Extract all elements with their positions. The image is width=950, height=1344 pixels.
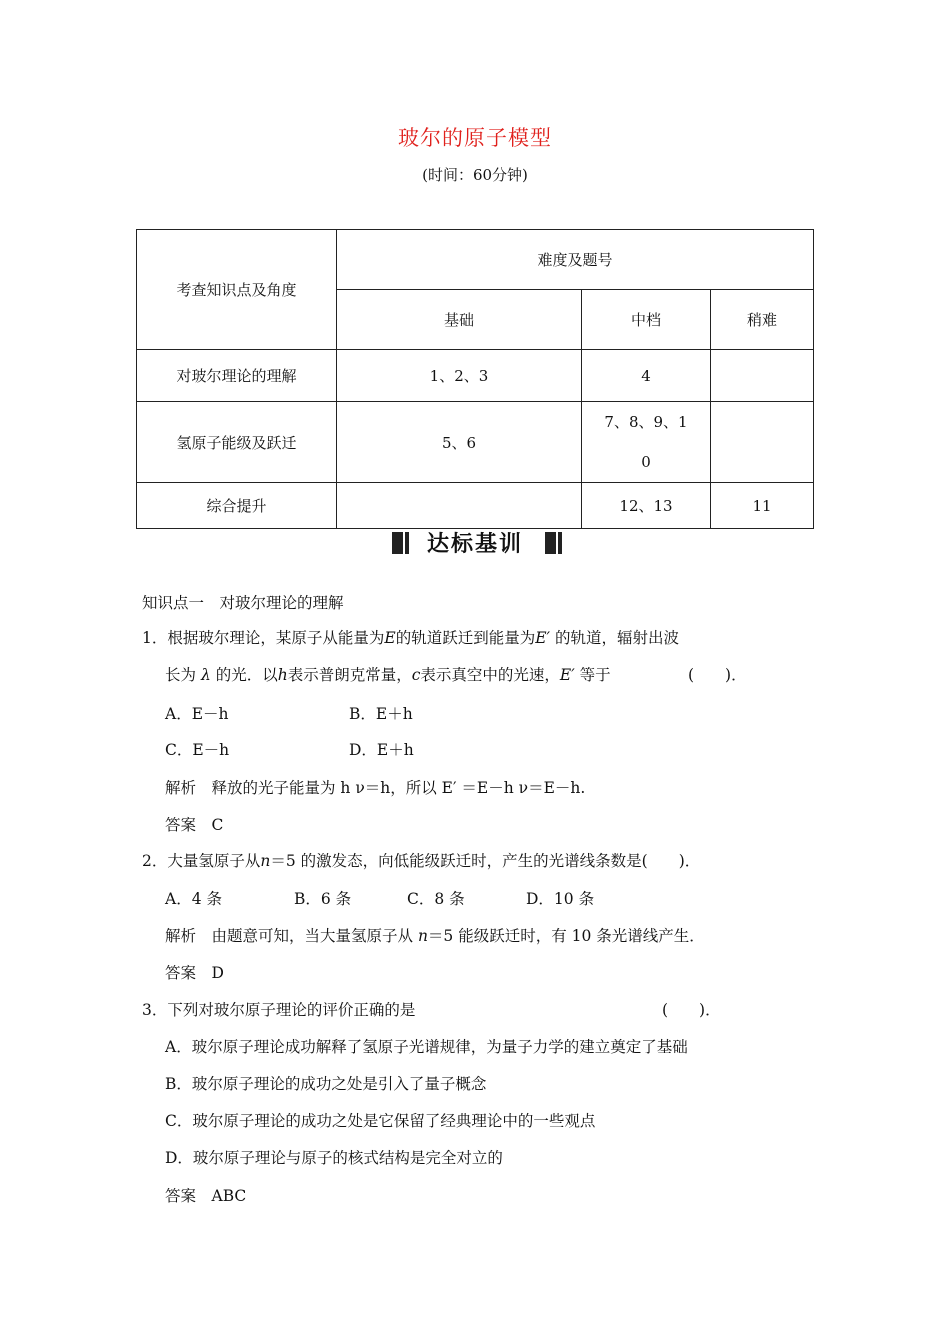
q2-option-a: A．4 条 <box>165 890 222 908</box>
section-heading: 知识点一 对玻尔理论的理解 <box>142 594 344 612</box>
knowledge-table <box>136 229 814 529</box>
banner-bar-left <box>392 532 405 554</box>
row-basic <box>337 483 582 529</box>
row-mid <box>582 402 711 483</box>
table-row <box>137 402 814 483</box>
q1-var-Eprime: E′ <box>559 666 575 684</box>
q1-stem-line2 <box>165 663 611 685</box>
q1-text: 的轨道跃迁到能量为 <box>395 629 536 647</box>
q3-option-d: D．玻尔原子理论与原子的核式结构是完全对立的 <box>165 1149 503 1167</box>
section-banner <box>0 527 950 558</box>
q1-stem-line1 <box>142 626 679 648</box>
row-hard <box>711 350 814 402</box>
page-title: 玻尔的原子模型 <box>398 126 552 150</box>
row-mid: 4 <box>582 350 711 402</box>
q1-text: 的轨道，辐射出波 <box>550 629 679 647</box>
row-hard: 11 <box>711 483 814 529</box>
q3-answer: 答案 ABC <box>165 1187 247 1205</box>
q2-analysis <box>165 924 705 946</box>
banner-bar-right <box>545 532 558 554</box>
row-topic: 综合提升 <box>137 483 337 529</box>
q1-answer: 答案 C <box>165 816 224 834</box>
q1-option-c: C．E－h <box>165 741 230 759</box>
row-hard <box>711 402 814 483</box>
header-mid: 中档 <box>582 290 711 350</box>
q1-text: 表示普朗克常量， <box>287 666 412 684</box>
q1-analysis: 解析 释放的光子能量为 h ν＝h，所以 E′ ＝E－h ν＝E－h. <box>165 779 586 797</box>
row-topic: 氢原子能级及跃迁 <box>137 402 337 483</box>
q1-option-d: D．E＋h <box>349 741 414 759</box>
banner-text: 达标基训 <box>426 532 523 557</box>
q1-text: 的光．以 <box>210 666 278 684</box>
q2-option-d: D．10 条 <box>526 890 595 908</box>
table-row <box>137 350 814 402</box>
q3-option-b: B．玻尔原子理论的成功之处是引入了量子概念 <box>165 1075 487 1093</box>
q1-var-h: h <box>277 666 288 684</box>
q3-option-c: C．玻尔原子理论的成功之处是它保留了经典理论中的一些观点 <box>165 1112 596 1130</box>
q1-text: 长为 <box>165 666 201 684</box>
q2-answer: 答案 D <box>165 964 224 982</box>
q1-var-lambda: λ <box>200 666 211 684</box>
q1-var-Eprime: E′ <box>535 629 551 647</box>
time-limit: (时间：60分钟) <box>422 166 528 184</box>
q2-var-n: n <box>417 927 428 945</box>
header-topic: 考查知识点及角度 <box>137 230 337 350</box>
q2-text: ＝5 的激发态，向低能级跃迁时，产生的光谱线条数是( )． <box>270 852 701 870</box>
q1-option-b: B．E＋h <box>349 705 413 723</box>
row-basic: 1、2、3 <box>337 350 582 402</box>
q2-option-c: C．8 条 <box>407 890 465 908</box>
row-mid-line2: 0 <box>641 453 651 471</box>
row-mid: 12、13 <box>582 483 711 529</box>
q1-paren: ( )． <box>688 666 747 684</box>
q3-paren: ( )． <box>662 1001 721 1019</box>
q2-var-n: n <box>260 852 271 870</box>
row-mid-line1: 7、8、9、1 <box>604 413 688 431</box>
table-row <box>137 483 814 529</box>
q2-stem <box>142 849 700 871</box>
q1-text: 1．根据玻尔理论，某原子从能量为 <box>142 629 385 647</box>
header-difficulty: 难度及题号 <box>337 230 814 290</box>
q3-stem: 3．下列对玻尔原子理论的评价正确的是 <box>142 1001 416 1019</box>
q2-option-b: B．6 条 <box>294 890 352 908</box>
q1-option-a: A．E－h <box>165 705 229 723</box>
q1-text: 表示真空中的光速， <box>420 666 560 684</box>
q2-text: ＝5 能级跃迁时，有 10 条光谱线产生． <box>427 927 705 945</box>
row-topic: 对玻尔理论的理解 <box>137 350 337 402</box>
q1-var-E: E <box>384 629 396 647</box>
q1-var-c: c <box>411 666 421 684</box>
header-hard: 稍难 <box>711 290 814 350</box>
q2-text: 2．大量氢原子从 <box>142 852 261 870</box>
q3-option-a: A．玻尔原子理论成功解释了氢原子光谱规律，为量子力学的建立奠定了基础 <box>165 1038 688 1056</box>
row-basic: 5、6 <box>337 402 582 483</box>
q2-text: 解析 由题意可知，当大量氢原子从 <box>165 927 418 945</box>
header-basic: 基础 <box>337 290 582 350</box>
q1-text: 等于 <box>574 666 611 684</box>
